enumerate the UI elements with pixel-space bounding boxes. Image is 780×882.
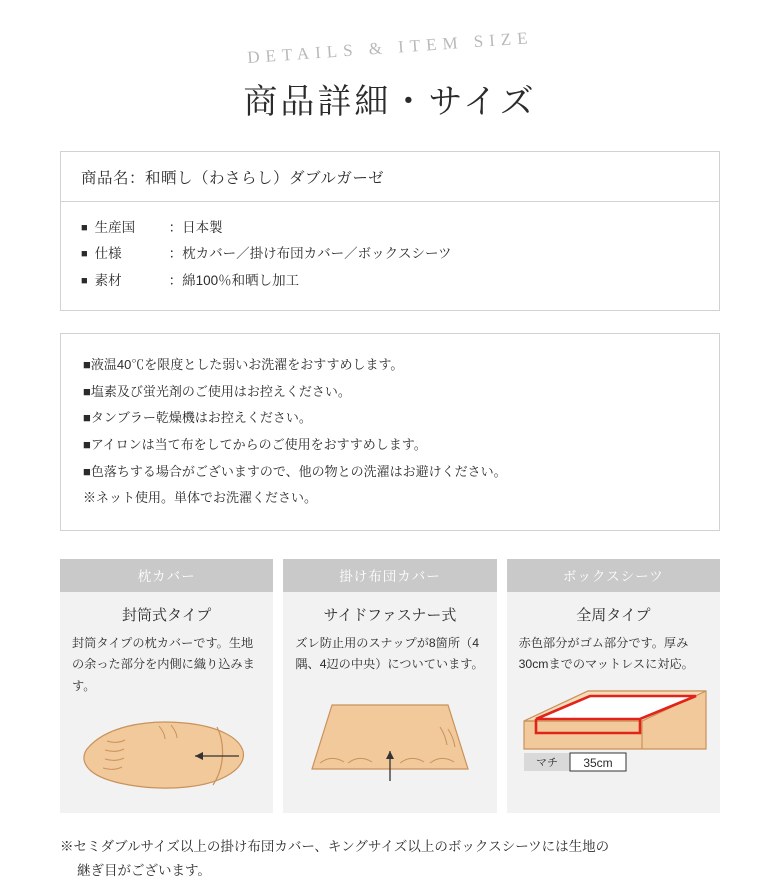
card-description: 赤色部分がゴム部分です。厚み30cmまでのマットレスに対応。 [518,636,694,672]
spec-label: 生産国 [94,220,136,235]
spec-separator: ： [168,220,183,235]
square-bullet-icon: ■ [81,248,88,261]
card-title: ボックスシーツ [507,559,720,592]
card-box-sheet [507,559,720,813]
care-line: ■液温40℃を限度とした弱いお洗濯をおすすめします。 [83,357,404,373]
page-title: 商品詳細・サイズ [243,84,537,121]
spec-value: 枕カバー／掛け布団カバー／ボックスシーツ [182,246,452,262]
care-line: ■アイロンは当て布をしてからのご使用をおすすめします。 [83,437,427,453]
care-line: ■色落ちする場合がございますので、他の物との洗濯はお避けください。 [83,463,507,479]
box-sheet-illustration [507,677,720,793]
card-subtitle: 封筒式タイプ [122,607,212,625]
spec-value: 日本製 [182,220,223,235]
product-info-box [60,151,720,311]
card-title: 枕カバー [60,559,273,592]
card-description: ズレ防止用のスナップが8箇所（4隅、4辺の中央）についています。 [295,636,484,672]
spec-label: 素材 [94,272,122,288]
card-title: 掛け布団カバー [283,559,496,592]
square-bullet-icon: ■ [81,222,88,234]
table-row [81,215,699,241]
product-name: 商品名：和晒し（わさらし）ダブルガーゼ [61,152,719,202]
spec-value: 綿100％和晒し加工 [182,272,300,288]
care-line: ※ネット使用。単体でお洗濯ください。 [83,490,318,506]
square-bullet-icon: ■ [81,274,88,287]
product-spec-list [61,202,719,310]
footnote [60,835,720,882]
care-line: ■塩素及び蛍光剤のご使用はお控えください。 [83,383,351,399]
footnote-line-1: ※セミダブルサイズ以上の掛け布団カバー、キングサイズ以上のボックスシーツには生地の [60,839,610,855]
card-subtitle: サイドファスナー式 [323,607,457,625]
spec-label: 仕様 [94,246,122,262]
care-instructions-box [60,333,720,531]
card-subtitle: 全周タイプ [576,607,651,625]
pillowcase-illustration [60,697,273,813]
card-pillowcase [60,559,273,813]
spec-separator: ： [168,272,183,288]
table-row [81,268,699,294]
card-duvet-cover [283,559,496,813]
gusset-label: マチ [536,757,559,770]
card-description: 封筒タイプの枕カバーです。生地の余った部分を内側に織り込みます。 [72,636,255,693]
item-type-cards [60,559,720,813]
gusset-depth-value: 35cm [583,756,613,771]
spec-separator: ： [168,246,183,262]
care-line: ■タンブラー乾燥機はお控えください。 [83,410,312,426]
page-eyebrow: DETAILS & ITEM SIZE [246,28,534,67]
duvet-cover-illustration [283,677,496,793]
table-row [81,241,699,267]
footnote-line-2: 継ぎ目がございます。 [77,862,211,878]
page-header [0,0,780,123]
